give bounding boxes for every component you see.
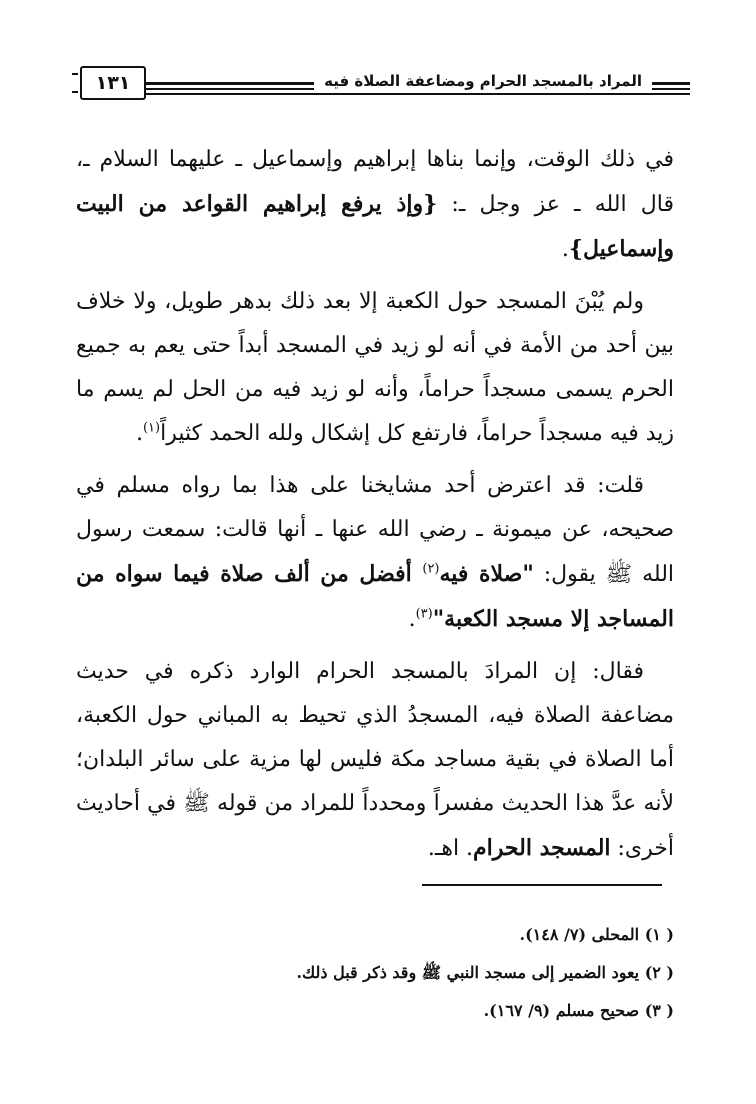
running-title: المراد بالمسجد الحرام ومضاعفة الصلاة فيه (314, 70, 652, 92)
paragraph-3-text: قلت: قد اعترض أحد مشايخنا على هذا بما رواه مسلم في صحيحه، عن ميمونة ـ رضي الله عنها ـ أنها قالت: سمعت رسول الله ﷺ يقول: (76, 473, 675, 587)
paragraph-4 (76, 650, 674, 871)
paragraph-4-text: فقال: إن المرادَ بالمسجد الحرام الوارد ذكره في حديث مضاعفة الصلاة فيه، المسجدُ الذي تحيط به المباني حول الكعبة، أما الصلاة في بقية مساجد مكة فليس لها مزية على سائر البلدان؛ لأنه عدَّ هذا الحديث مفسراً ومحدداً للمراد من قوله ﷺ في أحاديث أخرى: (76, 659, 674, 861)
main-text (76, 138, 674, 879)
hadith-text: "صلاة فيه (439, 561, 534, 587)
paragraph-1-text: في ذلك الوقت، وإنما بناها إبراهيم وإسماعيل ـ عليهما السلام ـ، قال الله ـ عز وجل ـ: (76, 147, 674, 217)
footnote-1: ( ١) المحلى (٧/ ١٤٨). (519, 925, 674, 944)
footnote-ref-3: (٣) (415, 606, 433, 622)
footnote-ref-2: (٢) (422, 561, 440, 577)
paragraph-3-end: . (408, 607, 416, 632)
paragraph-3 (76, 464, 674, 642)
emphasis-term: المسجد الحرام (473, 835, 611, 861)
footnote-3: ( ٣) صحيح مسلم (٩/ ١٦٧). (483, 1001, 674, 1020)
paragraph-2-text: ولم يُبْنَ المسجد حول الكعبة إلا بعد ذلك بدهر طويل، ولا خلاف بين أحد من الأمة في أنه لو زيد في المسجد أبداً حتى يعم به جميع الحرم يسمى مسجداً حراماً، وأنه لو زيد فيه من الحل لم يسم ما زيد فيه مسجداً حراماً، فارتفع كل إشكال ولله الحمد كثيراً (76, 289, 674, 446)
paragraph-2 (76, 280, 674, 456)
header-rule (145, 93, 690, 95)
page-header (60, 62, 690, 104)
paragraph-1 (76, 138, 674, 272)
paragraph-1-end: . (561, 237, 569, 262)
paragraph-4-end: . اهـ. (427, 836, 474, 861)
footnote-separator (422, 884, 662, 886)
paragraph-2-end: . (135, 421, 143, 446)
footnote-ref-1: (١) (142, 420, 161, 436)
footnote-2: ( ٢) يعود الضمير إلى مسجد النبي ﷺ وقد ذكر قبل ذلك. (296, 963, 674, 982)
hadith-text-continued: أفضل من ألف صلاة فيما سواه من المساجد إلا مسجد الكعبة" (76, 561, 674, 632)
page-number: ١٣١ (80, 66, 146, 100)
footnotes (76, 916, 674, 1030)
quran-verse: {وإذ يرفع إبراهيم القواعد من البيت وإسماعيل} (76, 191, 674, 262)
